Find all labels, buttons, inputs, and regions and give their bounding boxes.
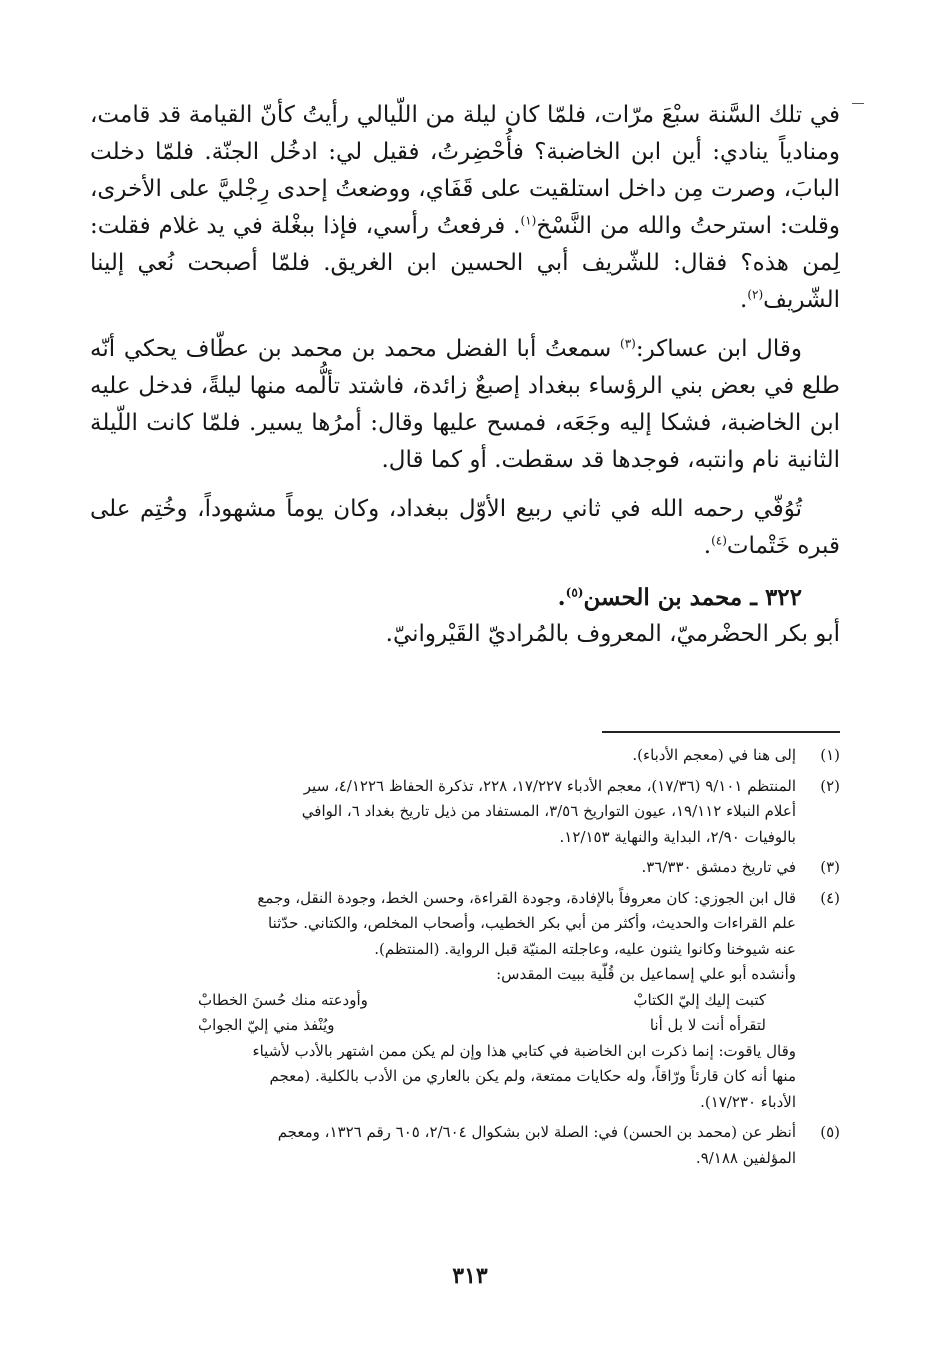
footnote-number: (٢) <box>820 776 840 795</box>
footnote-3 <box>88 855 840 881</box>
footnote-line: بالوفيات ٢/٩٠، البداية والنهاية ١٢/١٥٣. <box>559 827 796 846</box>
footnote-ref-3[interactable]: (٣) <box>620 336 636 351</box>
footnote-5 <box>88 1120 840 1171</box>
paragraph-1-end: . <box>740 287 748 313</box>
footnote-line: منها أنه كان قارئاً ورّاقاً، وله حكايات ممتعة، ولم يكن بالعاري من الأدب بالكلية. (معجم <box>269 1067 796 1085</box>
paragraph-3-end: . <box>703 533 712 559</box>
paragraph-2 <box>90 331 840 479</box>
footnote-text <box>88 855 796 881</box>
entry-subtitle: أبو بكر الحضْرميّ، المعروف بالمُراديّ القَيْروانيّ. <box>385 621 840 647</box>
footnote-text <box>88 886 796 1116</box>
footnote-text <box>88 743 796 769</box>
footnotes <box>88 743 840 1176</box>
footnote-number: (٤) <box>820 888 840 907</box>
footnote-line: إلى هنا في (معجم الأدباء). <box>632 746 796 764</box>
footnote-text <box>88 1120 796 1171</box>
page-number: ٣١٣ <box>452 1263 488 1289</box>
paragraph-3-text: تُوُفّي رحمه الله في ثاني ربيع الأوّل ببغداد، وكان يوماً مشهوداً، وخُتِم على قبره خَتْمات <box>90 496 840 559</box>
margin-mark <box>852 103 864 104</box>
footnote-line: الأدباء ١٧/٢٣٠). <box>700 1092 796 1111</box>
footnote-ref-1[interactable]: (١) <box>520 213 537 228</box>
footnote-line: عنه شيوخنا وكانوا يثنون عليه، وعاجلته المنيّة قبل الرواية. (المنتظم). <box>374 939 796 958</box>
footnote-1 <box>88 743 840 769</box>
entry-title-text: ٣٢٢ ـ محمد بن الحسن <box>583 584 802 611</box>
paragraph-1 <box>90 97 840 319</box>
footnote-line: المؤلفين ٩/١٨٨. <box>695 1148 796 1167</box>
footnote-text <box>88 774 796 851</box>
verse-hemistich: ويُنْفذ مني إليّ الجوابْ <box>198 1016 335 1034</box>
paragraph-3 <box>90 491 840 565</box>
footnote-ref-2[interactable]: (٢) <box>747 287 764 302</box>
paragraph-2-text-b: سمعتُ أبا الفضل محمد بن محمد بن عطّاف يحكي أنّه طلع في بعض بني الرؤساء ببغداد إصبعٌ زائدة، فاشتد تألُّمه منها ليلةً، فدخل عليه ابن الخاضبة، فشكا إليه وجَعَه، فمسح عليها وقال: أمرُها يسير. فلمّا كانت اللّيلة الثانية نام وانتبه، فوجدها قد سقطت. أو كما قال. <box>90 336 840 473</box>
verse-hemistich: وأودعته منك حُسنَ الخطابْ <box>198 990 368 1009</box>
paragraph-2-text-a: وقال ابن عساكر: <box>635 336 802 362</box>
footnote-line: وقال ياقوت: إنما ذكرت ابن الخاضبة في كتابي هذا وإن لم يكن ممن اشتهر بالأدب لأشياء <box>252 1041 796 1060</box>
poem-verse-1 <box>88 988 796 1014</box>
entry-title-end: . <box>557 584 566 611</box>
footnote-line: أعلام النبلاء ١٩/١١٢، عيون التواريخ ٣/٥٦، المستفاد من ذيل تاريخ بغداد ٦، الوافي <box>301 802 796 820</box>
footnote-line: في تاريخ دمشق ٣٦/٣٣٠. <box>641 858 796 876</box>
paragraph-1-text-b: . فرفعتُ رأسي، فإذا ببغْلة في يد غلام فقلت: لِمن هذه؟ فقال: للشّريف أبي الحسين ابن الغريق. فلمّا أصبحت نُعي إلينا الشّريف <box>90 213 840 313</box>
footnote-divider <box>602 731 840 733</box>
footnote-number: (٥) <box>820 1123 840 1141</box>
main-text <box>90 97 840 653</box>
footnote-line: المنتظم ٩/١٠١ (١٧/٣٦)، معجم الأدباء ١٧/٢٢٧، ٢٢٨، تذكرة الحفاظ ٤/١٢٢٦، سير <box>303 776 796 795</box>
footnote-2 <box>88 774 840 851</box>
footnote-ref-5[interactable]: (٥) <box>565 585 584 600</box>
footnote-number: (١) <box>820 746 840 764</box>
footnote-line: وأنشده أبو علي إسماعيل بن قُلّية ببيت المقدس: <box>496 965 796 983</box>
poem-verse-2 <box>88 1013 796 1039</box>
verse-hemistich: كتبت إليك إليّ الكتابْ <box>633 990 766 1009</box>
footnote-line: علم القراءات والحديث، وأكثر من أبي بكر الخطيب، وأصحاب المخلص، والكتاني. حدّثنا <box>268 914 796 932</box>
entry-heading <box>90 579 840 616</box>
footnote-ref-4[interactable]: (٤) <box>711 533 727 548</box>
footnote-line: قال ابن الجوزي: كان معروفاً بالإفادة، وجودة القراءة، وحسن الخط، وجودة النقل، وجمع <box>257 888 796 907</box>
verse-hemistich: لتقرأه أنت لا بل أنا <box>649 1016 766 1034</box>
footnote-line: أنظر عن (محمد بن الحسن) في: الصلة لابن بشكوال ٢/٦٠٤، ٦٠٥ رقم ١٣٢٦، ومعجم <box>277 1123 796 1141</box>
footnote-number: (٣) <box>820 858 840 876</box>
paragraph-1-text-a: في تلك السَّنة سبْعَ مرّات، فلمّا كان ليلة من اللّيالي رأيتُ كأنّ القيامة قد قامت، ومنادياً ينادي: أين ابن الخاضبة؟ فأُحْضِرتُ، فقيل لي: ادخُل الجنّة. فلمّا دخلت البابَ، وصرت مِن داخل استلقيت على قَفَاي، ووضعتُ إحدى رِجْليَّ على الأخرى، وقلت: استرحتُ والله من النَّسْخ <box>90 102 840 239</box>
footnote-4 <box>88 886 840 1116</box>
